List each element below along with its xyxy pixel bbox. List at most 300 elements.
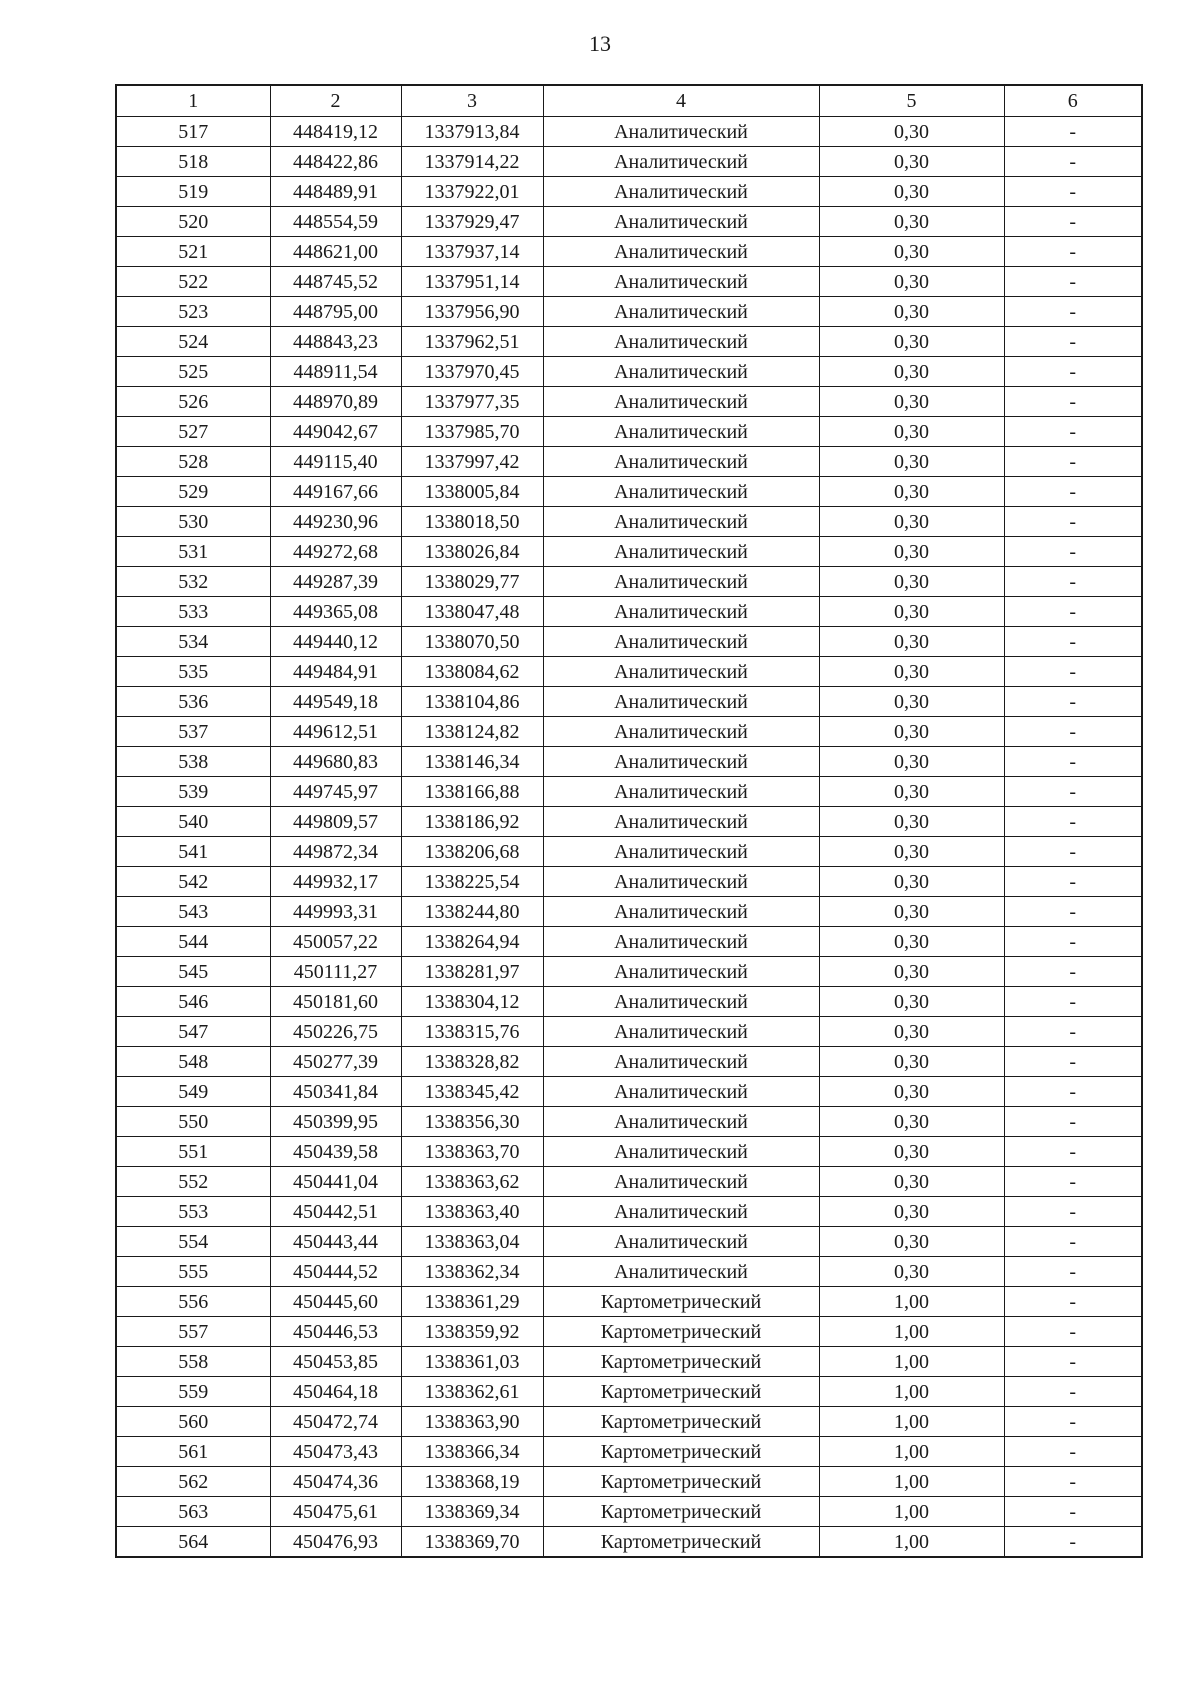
x-coordinate-cell: 449484,91 <box>270 657 401 687</box>
method-cell: Аналитический <box>543 567 819 597</box>
method-cell: Аналитический <box>543 687 819 717</box>
method-cell: Картометрический <box>543 1317 819 1347</box>
x-coordinate-cell: 449680,83 <box>270 747 401 777</box>
accuracy-cell: 0,30 <box>819 207 1004 237</box>
table-row <box>116 327 1142 357</box>
note-cell: - <box>1004 897 1142 927</box>
note-cell: - <box>1004 597 1142 627</box>
method-cell: Аналитический <box>543 1077 819 1107</box>
accuracy-cell: 0,30 <box>819 327 1004 357</box>
y-coordinate-cell: 1338363,70 <box>401 1137 543 1167</box>
point-number-cell: 522 <box>116 267 270 297</box>
table-row <box>116 1497 1142 1527</box>
point-number-cell: 548 <box>116 1047 270 1077</box>
y-coordinate-cell: 1338366,34 <box>401 1437 543 1467</box>
point-number-cell: 543 <box>116 897 270 927</box>
method-cell: Аналитический <box>543 1137 819 1167</box>
table-row <box>116 1347 1142 1377</box>
y-coordinate-cell: 1338029,77 <box>401 567 543 597</box>
note-cell: - <box>1004 567 1142 597</box>
method-cell: Аналитический <box>543 177 819 207</box>
point-number-cell: 545 <box>116 957 270 987</box>
table-row <box>116 1287 1142 1317</box>
accuracy-cell: 0,30 <box>819 627 1004 657</box>
point-number-cell: 536 <box>116 687 270 717</box>
method-cell: Аналитический <box>543 1047 819 1077</box>
note-cell: - <box>1004 147 1142 177</box>
accuracy-cell: 0,30 <box>819 897 1004 927</box>
point-number-cell: 524 <box>116 327 270 357</box>
y-coordinate-cell: 1338186,92 <box>401 807 543 837</box>
method-cell: Аналитический <box>543 117 819 147</box>
point-number-cell: 537 <box>116 717 270 747</box>
method-cell: Аналитический <box>543 777 819 807</box>
y-coordinate-cell: 1337985,70 <box>401 417 543 447</box>
y-coordinate-cell: 1337970,45 <box>401 357 543 387</box>
note-cell: - <box>1004 1377 1142 1407</box>
y-coordinate-cell: 1338361,03 <box>401 1347 543 1377</box>
note-cell: - <box>1004 1527 1142 1558</box>
y-coordinate-cell: 1337937,14 <box>401 237 543 267</box>
note-cell: - <box>1004 1317 1142 1347</box>
header-cell-6: 6 <box>1004 85 1142 117</box>
point-number-cell: 546 <box>116 987 270 1017</box>
method-cell: Аналитический <box>543 837 819 867</box>
accuracy-cell: 0,30 <box>819 147 1004 177</box>
method-cell: Картометрический <box>543 1497 819 1527</box>
note-cell: - <box>1004 1017 1142 1047</box>
header-row <box>116 85 1142 117</box>
point-number-cell: 556 <box>116 1287 270 1317</box>
method-cell: Аналитический <box>543 537 819 567</box>
method-cell: Аналитический <box>543 387 819 417</box>
y-coordinate-cell: 1338362,34 <box>401 1257 543 1287</box>
accuracy-cell: 1,00 <box>819 1437 1004 1467</box>
point-number-cell: 558 <box>116 1347 270 1377</box>
table-row <box>116 417 1142 447</box>
x-coordinate-cell: 449549,18 <box>270 687 401 717</box>
y-coordinate-cell: 1337962,51 <box>401 327 543 357</box>
y-coordinate-cell: 1338084,62 <box>401 657 543 687</box>
accuracy-cell: 1,00 <box>819 1317 1004 1347</box>
table-row <box>116 1167 1142 1197</box>
accuracy-cell: 0,30 <box>819 1167 1004 1197</box>
x-coordinate-cell: 450441,04 <box>270 1167 401 1197</box>
method-cell: Аналитический <box>543 1167 819 1197</box>
point-number-cell: 551 <box>116 1137 270 1167</box>
method-cell: Аналитический <box>543 237 819 267</box>
y-coordinate-cell: 1338206,68 <box>401 837 543 867</box>
y-coordinate-cell: 1338359,92 <box>401 1317 543 1347</box>
point-number-cell: 517 <box>116 117 270 147</box>
note-cell: - <box>1004 1257 1142 1287</box>
coordinates-table <box>115 84 1143 1558</box>
table-body <box>116 117 1142 1558</box>
method-cell: Аналитический <box>543 657 819 687</box>
table-row <box>116 1437 1142 1467</box>
page-number: 13 <box>589 31 611 56</box>
note-cell: - <box>1004 777 1142 807</box>
method-cell: Аналитический <box>543 1257 819 1287</box>
table-row <box>116 747 1142 777</box>
x-coordinate-cell: 449272,68 <box>270 537 401 567</box>
x-coordinate-cell: 450442,51 <box>270 1197 401 1227</box>
y-coordinate-cell: 1338244,80 <box>401 897 543 927</box>
accuracy-cell: 0,30 <box>819 777 1004 807</box>
point-number-cell: 521 <box>116 237 270 267</box>
accuracy-cell: 1,00 <box>819 1347 1004 1377</box>
y-coordinate-cell: 1337913,84 <box>401 117 543 147</box>
note-cell: - <box>1004 177 1142 207</box>
x-coordinate-cell: 450464,18 <box>270 1377 401 1407</box>
note-cell: - <box>1004 687 1142 717</box>
note-cell: - <box>1004 1077 1142 1107</box>
table-row <box>116 657 1142 687</box>
accuracy-cell: 0,30 <box>819 177 1004 207</box>
y-coordinate-cell: 1338304,12 <box>401 987 543 1017</box>
point-number-cell: 550 <box>116 1107 270 1137</box>
x-coordinate-cell: 450445,60 <box>270 1287 401 1317</box>
x-coordinate-cell: 450399,95 <box>270 1107 401 1137</box>
table-row <box>116 117 1142 147</box>
table-row <box>116 1227 1142 1257</box>
method-cell: Аналитический <box>543 717 819 747</box>
method-cell: Картометрический <box>543 1407 819 1437</box>
note-cell: - <box>1004 477 1142 507</box>
x-coordinate-cell: 449809,57 <box>270 807 401 837</box>
x-coordinate-cell: 448795,00 <box>270 297 401 327</box>
method-cell: Аналитический <box>543 357 819 387</box>
table-row <box>116 567 1142 597</box>
x-coordinate-cell: 450181,60 <box>270 987 401 1017</box>
x-coordinate-cell: 450226,75 <box>270 1017 401 1047</box>
note-cell: - <box>1004 1107 1142 1137</box>
y-coordinate-cell: 1338361,29 <box>401 1287 543 1317</box>
accuracy-cell: 0,30 <box>819 387 1004 417</box>
method-cell: Аналитический <box>543 507 819 537</box>
accuracy-cell: 0,30 <box>819 447 1004 477</box>
header-cell-2: 2 <box>270 85 401 117</box>
point-number-cell: 518 <box>116 147 270 177</box>
note-cell: - <box>1004 1407 1142 1437</box>
table-row <box>116 1077 1142 1107</box>
x-coordinate-cell: 450446,53 <box>270 1317 401 1347</box>
table-row <box>116 537 1142 567</box>
x-coordinate-cell: 448419,12 <box>270 117 401 147</box>
accuracy-cell: 0,30 <box>819 1017 1004 1047</box>
point-number-cell: 564 <box>116 1527 270 1558</box>
table-row <box>116 927 1142 957</box>
x-coordinate-cell: 448422,86 <box>270 147 401 177</box>
y-coordinate-cell: 1338026,84 <box>401 537 543 567</box>
method-cell: Аналитический <box>543 867 819 897</box>
table-row <box>116 1137 1142 1167</box>
x-coordinate-cell: 448554,59 <box>270 207 401 237</box>
header-cell-1: 1 <box>116 85 270 117</box>
y-coordinate-cell: 1338356,30 <box>401 1107 543 1137</box>
note-cell: - <box>1004 987 1142 1017</box>
method-cell: Аналитический <box>543 477 819 507</box>
point-number-cell: 523 <box>116 297 270 327</box>
table-row <box>116 1047 1142 1077</box>
table-row <box>116 1467 1142 1497</box>
point-number-cell: 520 <box>116 207 270 237</box>
x-coordinate-cell: 450341,84 <box>270 1077 401 1107</box>
method-cell: Аналитический <box>543 747 819 777</box>
point-number-cell: 533 <box>116 597 270 627</box>
method-cell: Аналитический <box>543 207 819 237</box>
x-coordinate-cell: 450453,85 <box>270 1347 401 1377</box>
x-coordinate-cell: 450475,61 <box>270 1497 401 1527</box>
y-coordinate-cell: 1338166,88 <box>401 777 543 807</box>
table-row <box>116 717 1142 747</box>
y-coordinate-cell: 1338363,90 <box>401 1407 543 1437</box>
y-coordinate-cell: 1337956,90 <box>401 297 543 327</box>
y-coordinate-cell: 1338315,76 <box>401 1017 543 1047</box>
note-cell: - <box>1004 1287 1142 1317</box>
accuracy-cell: 0,30 <box>819 237 1004 267</box>
note-cell: - <box>1004 237 1142 267</box>
x-coordinate-cell: 450443,44 <box>270 1227 401 1257</box>
accuracy-cell: 1,00 <box>819 1377 1004 1407</box>
x-coordinate-cell: 450057,22 <box>270 927 401 957</box>
method-cell: Аналитический <box>543 927 819 957</box>
accuracy-cell: 0,30 <box>819 1227 1004 1257</box>
table-row <box>116 237 1142 267</box>
note-cell: - <box>1004 357 1142 387</box>
x-coordinate-cell: 448911,54 <box>270 357 401 387</box>
x-coordinate-cell: 449365,08 <box>270 597 401 627</box>
point-number-cell: 562 <box>116 1467 270 1497</box>
accuracy-cell: 0,30 <box>819 837 1004 867</box>
x-coordinate-cell: 449287,39 <box>270 567 401 597</box>
y-coordinate-cell: 1338363,04 <box>401 1227 543 1257</box>
x-coordinate-cell: 450474,36 <box>270 1467 401 1497</box>
header-cell-3: 3 <box>401 85 543 117</box>
method-cell: Аналитический <box>543 147 819 177</box>
x-coordinate-cell: 449230,96 <box>270 507 401 537</box>
x-coordinate-cell: 449872,34 <box>270 837 401 867</box>
y-coordinate-cell: 1338281,97 <box>401 957 543 987</box>
note-cell: - <box>1004 297 1142 327</box>
y-coordinate-cell: 1338104,86 <box>401 687 543 717</box>
table-header <box>116 85 1142 117</box>
table-row <box>116 1527 1142 1558</box>
point-number-cell: 534 <box>116 627 270 657</box>
point-number-cell: 540 <box>116 807 270 837</box>
method-cell: Аналитический <box>543 417 819 447</box>
table-row <box>116 837 1142 867</box>
accuracy-cell: 0,30 <box>819 357 1004 387</box>
x-coordinate-cell: 449993,31 <box>270 897 401 927</box>
table-row <box>116 147 1142 177</box>
y-coordinate-cell: 1338363,62 <box>401 1167 543 1197</box>
x-coordinate-cell: 450111,27 <box>270 957 401 987</box>
y-coordinate-cell: 1337997,42 <box>401 447 543 477</box>
note-cell: - <box>1004 117 1142 147</box>
accuracy-cell: 0,30 <box>819 297 1004 327</box>
x-coordinate-cell: 449167,66 <box>270 477 401 507</box>
y-coordinate-cell: 1338345,42 <box>401 1077 543 1107</box>
table-row <box>116 957 1142 987</box>
y-coordinate-cell: 1338124,82 <box>401 717 543 747</box>
x-coordinate-cell: 449932,17 <box>270 867 401 897</box>
point-number-cell: 547 <box>116 1017 270 1047</box>
accuracy-cell: 0,30 <box>819 117 1004 147</box>
accuracy-cell: 0,30 <box>819 537 1004 567</box>
accuracy-cell: 0,30 <box>819 597 1004 627</box>
note-cell: - <box>1004 1047 1142 1077</box>
note-cell: - <box>1004 927 1142 957</box>
note-cell: - <box>1004 1437 1142 1467</box>
note-cell: - <box>1004 1167 1142 1197</box>
x-coordinate-cell: 450439,58 <box>270 1137 401 1167</box>
note-cell: - <box>1004 657 1142 687</box>
point-number-cell: 541 <box>116 837 270 867</box>
accuracy-cell: 0,30 <box>819 1197 1004 1227</box>
point-number-cell: 525 <box>116 357 270 387</box>
y-coordinate-cell: 1338369,34 <box>401 1497 543 1527</box>
point-number-cell: 531 <box>116 537 270 567</box>
note-cell: - <box>1004 537 1142 567</box>
method-cell: Аналитический <box>543 297 819 327</box>
table-row <box>116 447 1142 477</box>
table-row <box>116 507 1142 537</box>
header-cell-4: 4 <box>543 85 819 117</box>
y-coordinate-cell: 1338368,19 <box>401 1467 543 1497</box>
y-coordinate-cell: 1338070,50 <box>401 627 543 657</box>
x-coordinate-cell: 450472,74 <box>270 1407 401 1437</box>
point-number-cell: 560 <box>116 1407 270 1437</box>
method-cell: Картометрический <box>543 1347 819 1377</box>
point-number-cell: 549 <box>116 1077 270 1107</box>
accuracy-cell: 0,30 <box>819 687 1004 717</box>
method-cell: Картометрический <box>543 1527 819 1558</box>
note-cell: - <box>1004 867 1142 897</box>
note-cell: - <box>1004 507 1142 537</box>
table-row <box>116 297 1142 327</box>
accuracy-cell: 0,30 <box>819 267 1004 297</box>
y-coordinate-cell: 1338363,40 <box>401 1197 543 1227</box>
method-cell: Аналитический <box>543 1107 819 1137</box>
table-row <box>116 1377 1142 1407</box>
point-number-cell: 535 <box>116 657 270 687</box>
point-number-cell: 563 <box>116 1497 270 1527</box>
accuracy-cell: 0,30 <box>819 1047 1004 1077</box>
note-cell: - <box>1004 717 1142 747</box>
y-coordinate-cell: 1337951,14 <box>401 267 543 297</box>
note-cell: - <box>1004 447 1142 477</box>
x-coordinate-cell: 449440,12 <box>270 627 401 657</box>
y-coordinate-cell: 1338328,82 <box>401 1047 543 1077</box>
y-coordinate-cell: 1338146,34 <box>401 747 543 777</box>
accuracy-cell: 0,30 <box>819 1257 1004 1287</box>
note-cell: - <box>1004 1137 1142 1167</box>
point-number-cell: 544 <box>116 927 270 957</box>
accuracy-cell: 0,30 <box>819 747 1004 777</box>
method-cell: Аналитический <box>543 267 819 297</box>
point-number-cell: 538 <box>116 747 270 777</box>
accuracy-cell: 0,30 <box>819 717 1004 747</box>
table-row <box>116 1407 1142 1437</box>
method-cell: Картометрический <box>543 1437 819 1467</box>
accuracy-cell: 0,30 <box>819 1137 1004 1167</box>
accuracy-cell: 1,00 <box>819 1287 1004 1317</box>
accuracy-cell: 0,30 <box>819 957 1004 987</box>
method-cell: Картометрический <box>543 1287 819 1317</box>
point-number-cell: 527 <box>116 417 270 447</box>
table-row <box>116 357 1142 387</box>
point-number-cell: 554 <box>116 1227 270 1257</box>
accuracy-cell: 1,00 <box>819 1497 1004 1527</box>
point-number-cell: 530 <box>116 507 270 537</box>
point-number-cell: 559 <box>116 1377 270 1407</box>
x-coordinate-cell: 450476,93 <box>270 1527 401 1558</box>
table-row <box>116 387 1142 417</box>
note-cell: - <box>1004 327 1142 357</box>
accuracy-cell: 0,30 <box>819 567 1004 597</box>
method-cell: Аналитический <box>543 627 819 657</box>
x-coordinate-cell: 450277,39 <box>270 1047 401 1077</box>
note-cell: - <box>1004 747 1142 777</box>
note-cell: - <box>1004 1197 1142 1227</box>
table-row <box>116 897 1142 927</box>
point-number-cell: 553 <box>116 1197 270 1227</box>
x-coordinate-cell: 450473,43 <box>270 1437 401 1467</box>
method-cell: Картометрический <box>543 1467 819 1497</box>
table-row <box>116 267 1142 297</box>
accuracy-cell: 1,00 <box>819 1407 1004 1437</box>
method-cell: Картометрический <box>543 1377 819 1407</box>
accuracy-cell: 0,30 <box>819 657 1004 687</box>
note-cell: - <box>1004 387 1142 417</box>
x-coordinate-cell: 448489,91 <box>270 177 401 207</box>
accuracy-cell: 1,00 <box>819 1527 1004 1558</box>
note-cell: - <box>1004 627 1142 657</box>
y-coordinate-cell: 1338047,48 <box>401 597 543 627</box>
table-row <box>116 1257 1142 1287</box>
y-coordinate-cell: 1338018,50 <box>401 507 543 537</box>
note-cell: - <box>1004 267 1142 297</box>
table-row <box>116 867 1142 897</box>
note-cell: - <box>1004 1497 1142 1527</box>
table-row <box>116 597 1142 627</box>
accuracy-cell: 0,30 <box>819 807 1004 837</box>
point-number-cell: 532 <box>116 567 270 597</box>
point-number-cell: 552 <box>116 1167 270 1197</box>
note-cell: - <box>1004 837 1142 867</box>
accuracy-cell: 0,30 <box>819 987 1004 1017</box>
y-coordinate-cell: 1338225,54 <box>401 867 543 897</box>
x-coordinate-cell: 449612,51 <box>270 717 401 747</box>
point-number-cell: 561 <box>116 1437 270 1467</box>
table-row <box>116 1107 1142 1137</box>
point-number-cell: 519 <box>116 177 270 207</box>
x-coordinate-cell: 450444,52 <box>270 1257 401 1287</box>
y-coordinate-cell: 1337929,47 <box>401 207 543 237</box>
y-coordinate-cell: 1338362,61 <box>401 1377 543 1407</box>
y-coordinate-cell: 1337914,22 <box>401 147 543 177</box>
table-row <box>116 1317 1142 1347</box>
accuracy-cell: 0,30 <box>819 1107 1004 1137</box>
x-coordinate-cell: 449115,40 <box>270 447 401 477</box>
method-cell: Аналитический <box>543 897 819 927</box>
accuracy-cell: 0,30 <box>819 1077 1004 1107</box>
note-cell: - <box>1004 1467 1142 1497</box>
method-cell: Аналитический <box>543 1227 819 1257</box>
table-row <box>116 1197 1142 1227</box>
point-number-cell: 542 <box>116 867 270 897</box>
